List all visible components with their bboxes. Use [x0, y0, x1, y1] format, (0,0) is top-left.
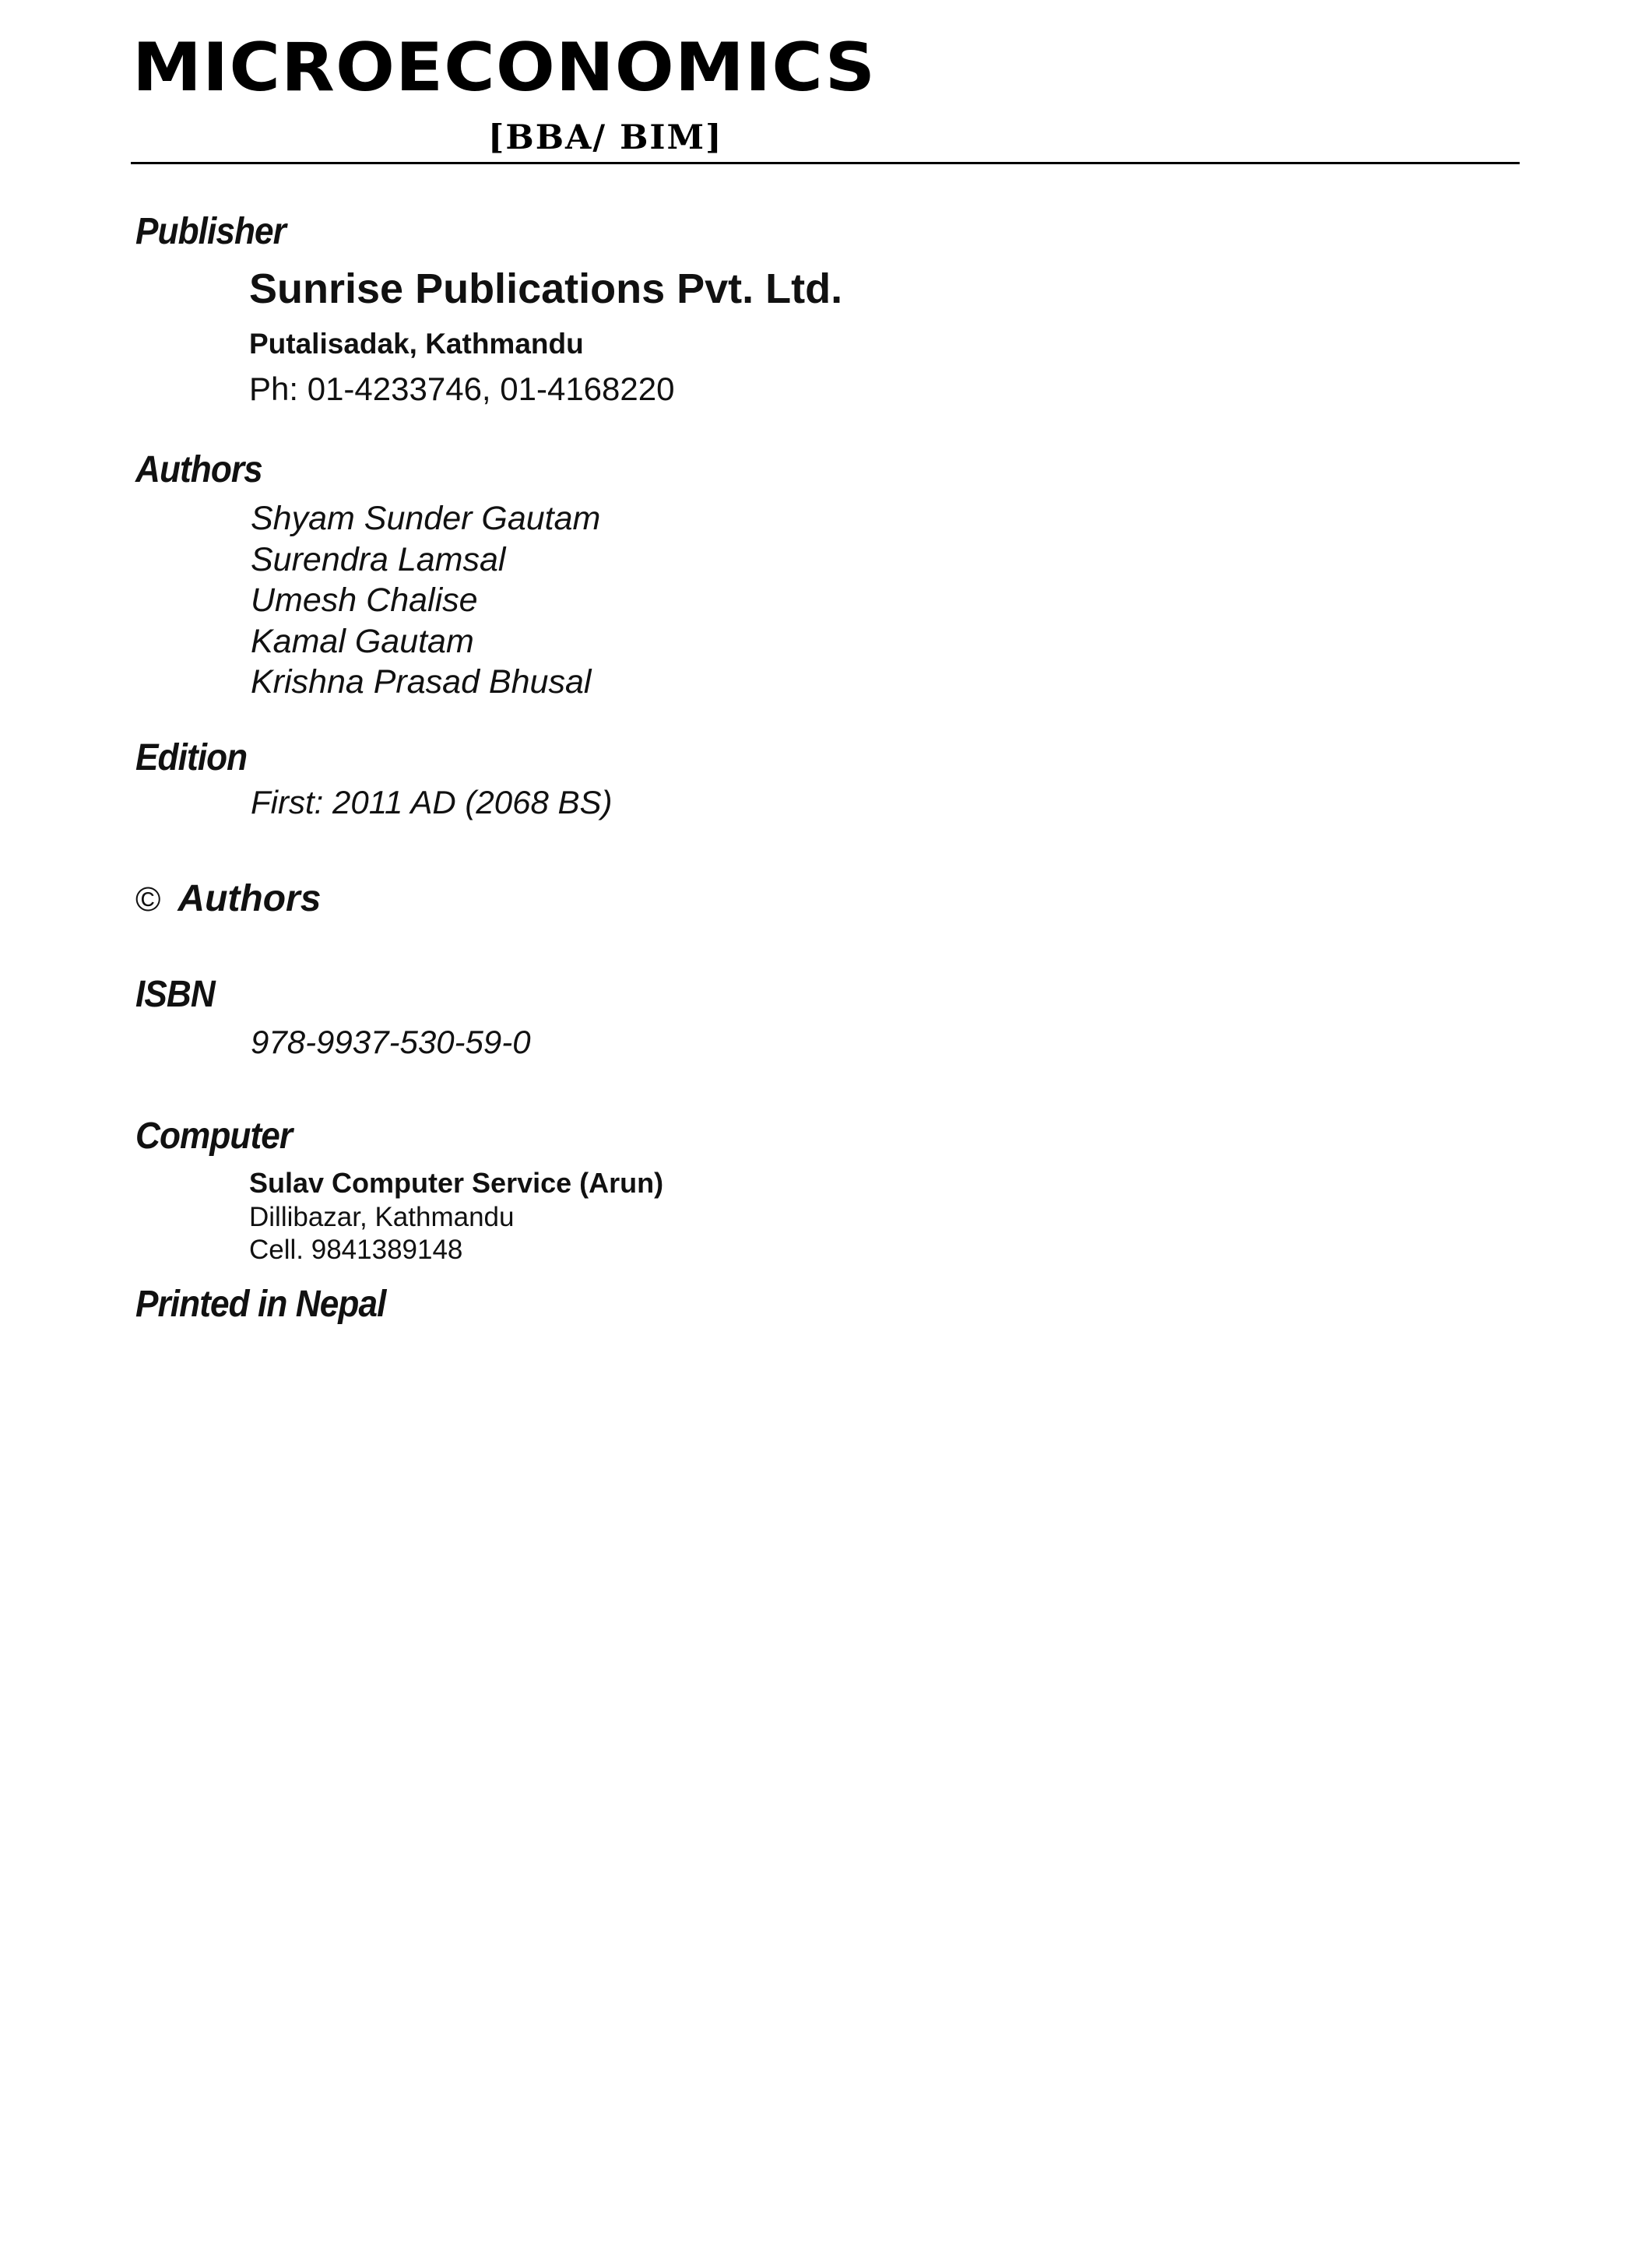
computer-service-name: Sulav Computer Service (Arun) — [249, 1167, 664, 1199]
computer-service-address: Dillibazar, Kathmandu — [249, 1202, 515, 1232]
isbn-number: 978-9937-530-59-0 — [251, 1024, 531, 1060]
publisher-phone: Ph: 01-4233746, 01-4168220 — [249, 371, 675, 407]
edition-text: First: 2011 AD (2068 BS) — [251, 784, 613, 820]
author-name: Umesh Chalise — [251, 581, 478, 619]
computer-heading: Computer — [135, 1115, 293, 1157]
book-subtitle: [BBA/ BIM] — [488, 118, 723, 157]
edition-heading: Edition — [135, 737, 248, 778]
author-name: Krishna Prasad Bhusal — [251, 663, 592, 701]
computer-service-cell: Cell. 9841389148 — [249, 1235, 463, 1265]
printed-in-label: Printed in Nepal — [135, 1284, 386, 1325]
author-name: Surendra Lamsal — [251, 540, 506, 578]
isbn-heading: ISBN — [135, 974, 215, 1015]
publisher-address: Putalisadak, Kathmandu — [249, 328, 584, 360]
authors-list — [251, 498, 600, 703]
author-name: Kamal Gautam — [251, 622, 474, 660]
book-title: MICROECONOMICS — [132, 29, 877, 107]
authors-heading: Authors — [135, 449, 262, 490]
copyright-holder: Authors — [178, 878, 322, 919]
header-rule — [131, 162, 1520, 164]
copyright-line — [135, 880, 321, 918]
publisher-heading: Publisher — [135, 211, 286, 252]
author-name: Shyam Sunder Gautam — [251, 500, 601, 537]
copyright-icon: © — [135, 880, 161, 919]
publisher-name: Sunrise Publications Pvt. Ltd. — [249, 265, 843, 312]
